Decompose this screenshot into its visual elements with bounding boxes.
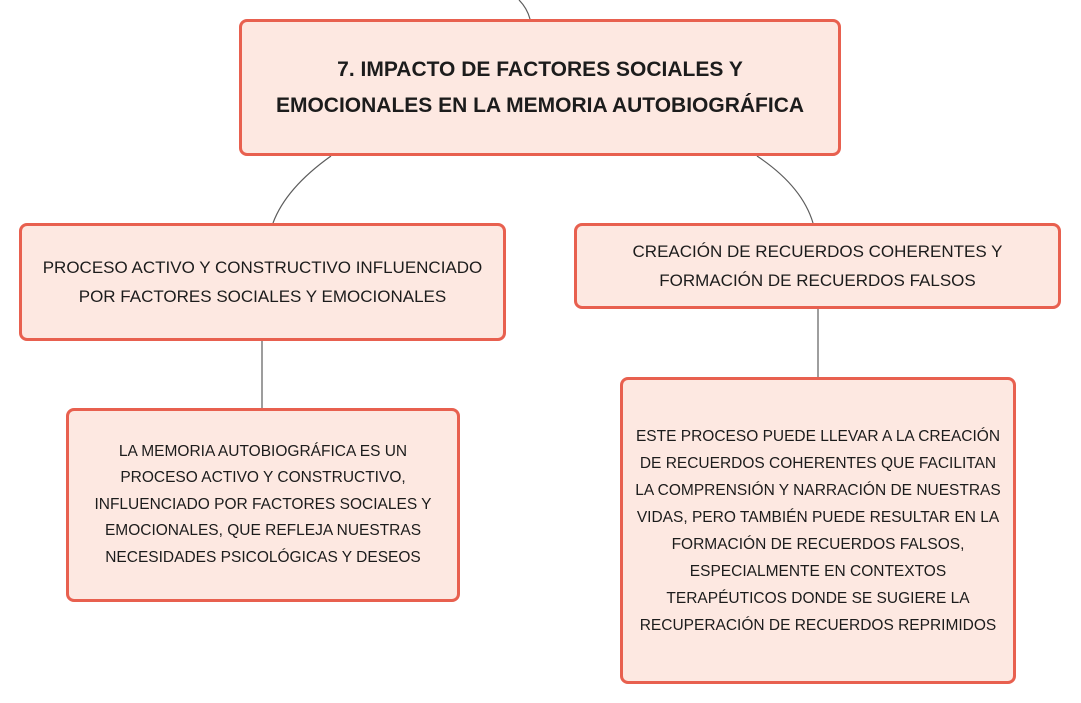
connector-parent-to-root <box>519 0 530 19</box>
detail-text-memory-creation: ESTE PROCESO PUEDE LLEVAR A LA CREACIÓN DE RECUERDOS COHERENTES QUE FACILITAN LA COMPRENSIÓN Y NARRACIÓN DE NUESTRAS VIDAS, PERO TAMBIÉN PUEDE RESULTAR EN LA FORMACIÓN DE RECUERDOS FALSOS, ESPECIALMENTE EN CONTEXTOS TERAPÉUTICOS DONDE SE SUGIERE LA RECUPERACIÓN DE RECUERDOS REPRIMIDOS <box>635 427 1001 634</box>
subtopic-title-active-process: PROCESO ACTIVO Y CONSTRUCTIVO INFLUENCIADO POR FACTORES SOCIALES Y EMOCIONALES <box>42 258 483 306</box>
connector-root-to-right <box>757 156 813 223</box>
root-topic-node[interactable] <box>239 19 841 156</box>
subtopic-node-memory-creation[interactable] <box>574 223 1061 309</box>
subtopic-title-memory-creation: CREACIÓN DE RECUERDOS COHERENTES Y FORMACIÓN DE RECUERDOS FALSOS <box>632 242 1003 290</box>
detail-text-active-process: LA MEMORIA AUTOBIOGRÁFICA ES UN PROCESO ACTIVO Y CONSTRUCTIVO, INFLUENCIADO POR FACTORES SOCIALES Y EMOCIONALES, QUE REFLEJA NUESTRAS NECESIDADES PSICOLÓGICAS Y DESEOS <box>94 442 432 566</box>
connector-root-to-left <box>273 156 331 223</box>
detail-node-memory-creation[interactable] <box>620 377 1016 684</box>
detail-node-active-process[interactable] <box>66 408 460 602</box>
subtopic-node-active-process[interactable] <box>19 223 506 341</box>
root-topic-title: 7. IMPACTO DE FACTORES SOCIALES Y EMOCIONALES EN LA MEMORIA AUTOBIOGRÁFICA <box>275 57 805 117</box>
